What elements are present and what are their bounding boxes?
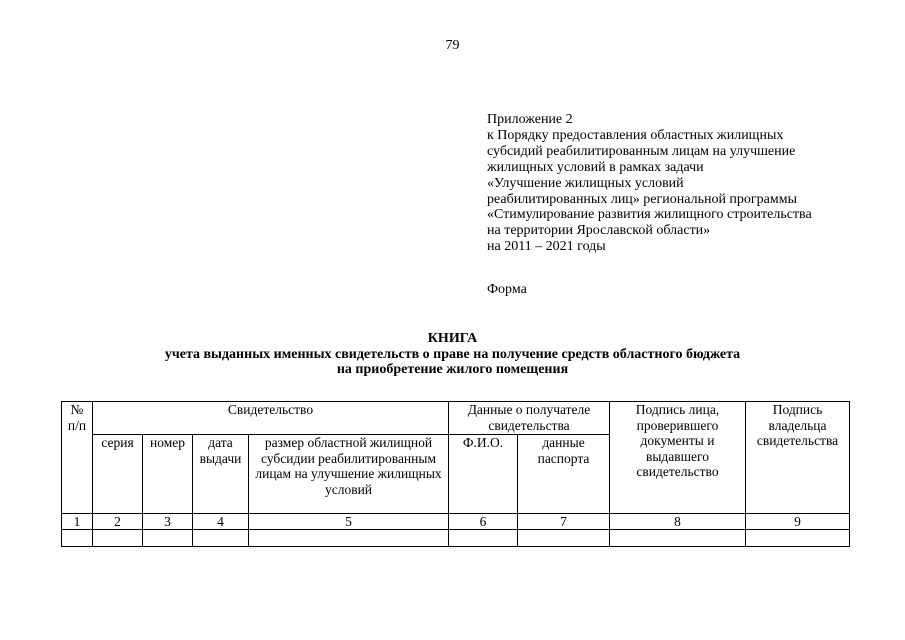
- column-number: 1: [62, 514, 93, 530]
- empty-cell: [143, 530, 193, 547]
- subheader-issue-date: дата выдачи: [193, 435, 249, 514]
- empty-cell: [93, 530, 143, 547]
- title-line-3: на приобретение жилого помещения: [336, 362, 569, 378]
- appendix-note: [487, 112, 812, 255]
- appendix-line: к Порядку предоставления областных жилищных: [487, 127, 784, 143]
- empty-cell: [746, 530, 850, 547]
- appendix-line: субсидий реабилитированным лицам на улучшение: [487, 143, 796, 159]
- empty-cell: [610, 530, 746, 547]
- header-recipient: Данные о получателе свидетельства: [449, 402, 610, 435]
- appendix-line: «Стимулирование развития жилищного строительства: [487, 207, 812, 223]
- column-number: 3: [143, 514, 193, 530]
- appendix-line: реабилитированных лиц» региональной программы: [487, 191, 798, 207]
- document-title: [0, 331, 905, 378]
- subheader-series: серия: [93, 435, 143, 514]
- appendix-line: «Улучшение жилищных условий: [487, 175, 684, 191]
- appendix-line: на 2011 – 2021 годы: [487, 239, 606, 255]
- subheader-passport: данные паспорта: [518, 435, 610, 514]
- column-number: 8: [610, 514, 746, 530]
- certificate-register-table: [61, 401, 850, 547]
- subheader-full-name: Ф.И.О.: [449, 435, 518, 514]
- column-number: 9: [746, 514, 850, 530]
- appendix-line: Приложение 2: [487, 112, 573, 127]
- header-verifier-signature: Подпись лица, проверившего документы и выдавшего свидетельство: [610, 402, 746, 514]
- header-owner-signature: Подпись владельца свидетельства: [746, 402, 850, 514]
- column-numbers-row: [62, 514, 850, 530]
- column-number: 2: [93, 514, 143, 530]
- subheader-subsidy-size: размер областной жилищной субсидии реабилитированным лицам на улучшение жилищных условий: [249, 435, 449, 514]
- form-label: Форма: [487, 282, 527, 297]
- page-number: 79: [445, 38, 460, 53]
- table-header-row: [62, 402, 850, 435]
- subheader-number: номер: [143, 435, 193, 514]
- appendix-line: жилищных условий в рамках задачи: [487, 159, 704, 175]
- header-num: № п/п: [62, 402, 93, 514]
- column-number: 4: [193, 514, 249, 530]
- empty-cell: [518, 530, 610, 547]
- empty-cell: [249, 530, 449, 547]
- column-number: 6: [449, 514, 518, 530]
- title-line-2: учета выданных именных свидетельств о праве на получение средств областного бюджета: [164, 346, 741, 362]
- appendix-line: на территории Ярославской области»: [487, 223, 711, 239]
- header-certificate: Свидетельство: [93, 402, 449, 435]
- column-number: 7: [518, 514, 610, 530]
- column-number: 5: [249, 514, 449, 530]
- empty-cell: [193, 530, 249, 547]
- empty-cell: [449, 530, 518, 547]
- empty-data-row: [62, 530, 850, 547]
- title-line-1: КНИГА: [427, 331, 478, 346]
- empty-cell: [62, 530, 93, 547]
